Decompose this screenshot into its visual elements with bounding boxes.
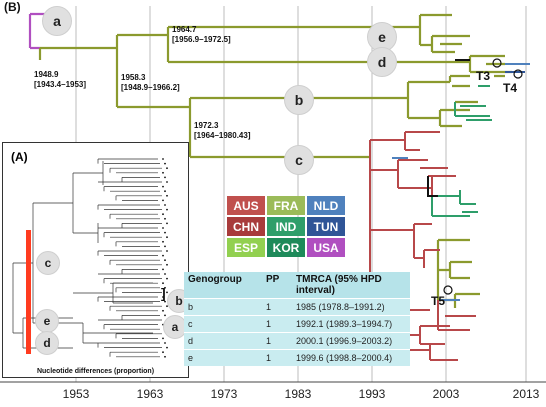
table-cell: 1992.1 (1989.3–1994.7) (292, 316, 410, 333)
inset-tip (164, 190, 166, 192)
genogroup-badge-d: d (367, 47, 397, 77)
table-cell: d (184, 333, 262, 350)
table-row (184, 316, 410, 333)
legend-chn: CHN (227, 217, 265, 236)
inset-badge-a: a (163, 315, 187, 339)
table-cell: 1 (262, 316, 292, 333)
table-row (184, 299, 410, 316)
inset-tip (162, 338, 164, 340)
node-annotation-1972: 1972.3 [1964–1980.43] (194, 121, 251, 140)
genogroup-badge-c: c (284, 145, 314, 175)
node-annotation-1958: 1958.3 [1948.9–1966.2] (121, 73, 180, 92)
year-label: 1993 (358, 387, 386, 401)
inset-badge-e: e (35, 309, 59, 333)
table-header: Genogroup (184, 272, 262, 299)
inset-tip (164, 204, 166, 206)
inset-tip (166, 209, 168, 211)
inset-badge-d: d (35, 331, 59, 355)
table-cell: e (184, 350, 262, 367)
inset-tip (164, 177, 166, 179)
inset-tip (166, 223, 168, 225)
inset-tip (166, 250, 168, 252)
table-cell: 1999.6 (1998.8–2000.4) (292, 350, 410, 367)
table-cell: c (184, 316, 262, 333)
genogroup-badge-e: e (367, 22, 397, 52)
transmission-label-t4: T4 (503, 81, 518, 95)
inset-tip (166, 347, 168, 349)
table-row (184, 333, 410, 350)
nucleotide-cutoff-bar (26, 230, 31, 354)
inset-tip (164, 218, 166, 220)
inset-badge-b: b (167, 289, 191, 313)
inset-tip (162, 213, 164, 215)
inset-tip (162, 269, 164, 271)
inset-tip (164, 342, 166, 344)
inset-tip (162, 172, 164, 174)
legend-ind: IND (267, 217, 305, 236)
table-cell: b (184, 299, 262, 316)
tmrca-table (184, 272, 410, 366)
legend-tun: TUN (307, 217, 345, 236)
inset-tip (166, 292, 168, 294)
inset-tip (162, 282, 164, 284)
inset-tip (162, 351, 164, 353)
year-label: 2003 (432, 387, 460, 401)
year-label: 1953 (62, 387, 90, 401)
inset-panel-a (2, 142, 189, 378)
table-cell: 1 (262, 350, 292, 367)
inset-tip (162, 186, 164, 188)
table-header-row (184, 272, 410, 299)
inset-tip (162, 200, 164, 202)
inset-tip (162, 158, 164, 160)
inset-tip (164, 163, 166, 165)
legend-kor: KOR (267, 238, 305, 257)
legend-usa: USA (307, 238, 345, 257)
inset-tip (166, 195, 168, 197)
year-label: 1973 (210, 387, 238, 401)
inset-tip (166, 236, 168, 238)
legend-nld: NLD (307, 196, 345, 215)
inset-tip (166, 278, 168, 280)
legend-aus: AUS (227, 196, 265, 215)
inset-tip (166, 264, 168, 266)
transmission-label-t3: T3 (476, 69, 491, 83)
inset-badge-c: c (36, 251, 60, 275)
table-cell: 1 (262, 333, 292, 350)
legend-fra: FRA (267, 196, 305, 215)
legend-esp: ESP (227, 238, 265, 257)
inset-tip (164, 246, 166, 248)
panel-a-label: (A) (11, 150, 28, 164)
inset-tree (3, 143, 188, 377)
table-cell: 1985 (1978.8–1991.2) (292, 299, 410, 316)
panel-b-label: (B) (4, 0, 21, 14)
inset-tip (164, 315, 166, 317)
table-row (184, 350, 410, 367)
minor-branches (392, 60, 530, 300)
node-annotation-root: 1948.9 [1943.4–1953] (34, 70, 87, 89)
genogroup-badge-b: b (284, 85, 314, 115)
year-label: 1983 (284, 387, 312, 401)
inset-tip (164, 259, 166, 261)
inset-footer: Nucleotide differences (proportion) (36, 368, 155, 375)
country-legend (227, 196, 345, 257)
inset-tip (164, 356, 166, 358)
table-cell: 2000.1 (1996.9–2003.2) (292, 333, 410, 350)
inset-branches (13, 159, 162, 357)
year-label: 1963 (136, 387, 164, 401)
inset-tip (162, 310, 164, 312)
table-header: PP (262, 272, 292, 299)
inset-tip (166, 167, 168, 169)
inset-tip (162, 241, 164, 243)
inset-tip (162, 255, 164, 257)
year-label: 2013 (512, 387, 540, 401)
inset-tip (162, 227, 164, 229)
inset-tip (166, 181, 168, 183)
inset-tip (164, 273, 166, 275)
transmission-label-t5: T5 (431, 294, 446, 308)
node-annotation-1964: 1964.7 [1956.9–1972.5] (172, 25, 231, 44)
genogroup-badge-a: a (42, 6, 72, 36)
inset-bracket: ] (161, 285, 166, 301)
table-cell: 1 (262, 299, 292, 316)
table-header: TMRCA (95% HPD interval) (292, 272, 410, 299)
inset-tip (164, 232, 166, 234)
